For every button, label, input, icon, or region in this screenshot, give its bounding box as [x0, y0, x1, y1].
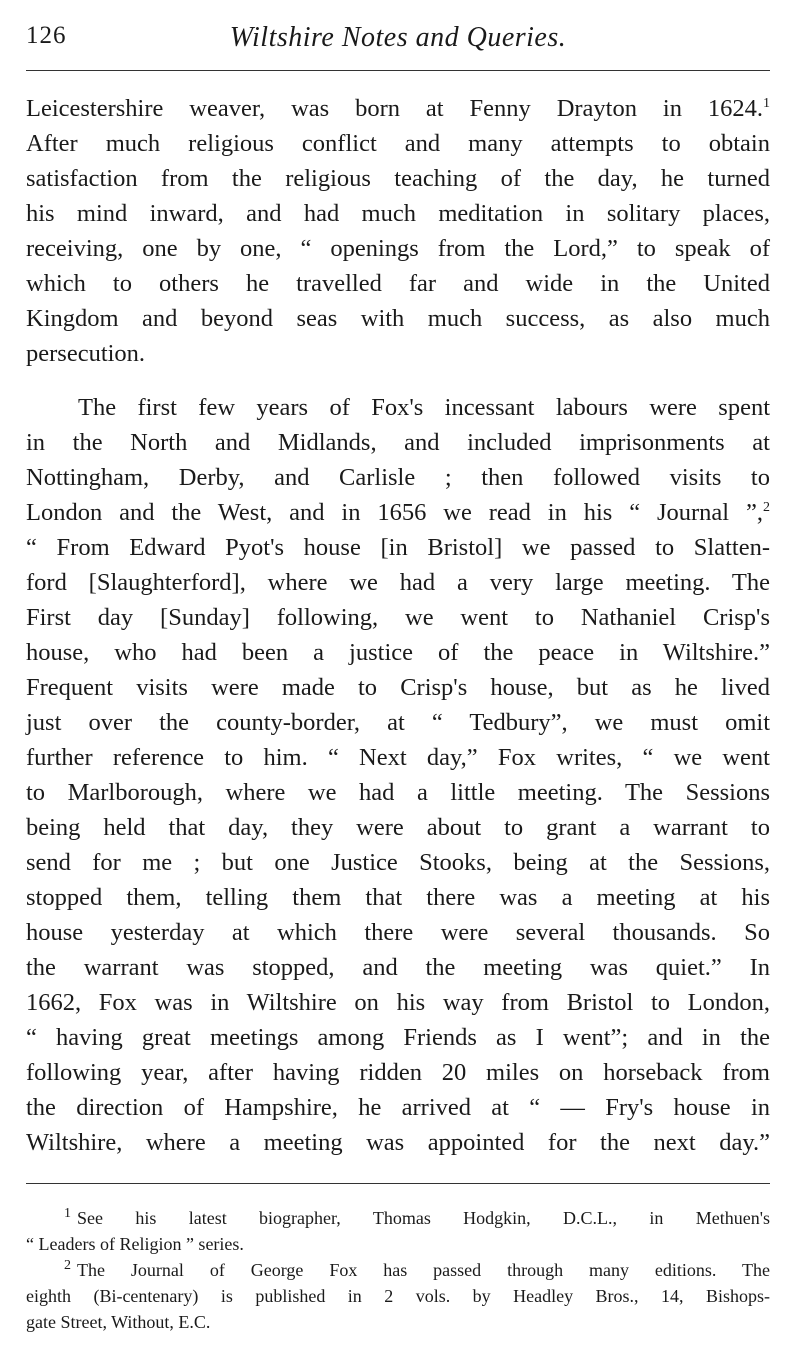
footnote-line: eighth (Bi-centenary) is published in 2 vols. by Headley Bros., 14, Bishops-	[26, 1286, 770, 1306]
text-line: in the North and Midlands, and included imprisonments at	[26, 429, 770, 456]
running-title: Wiltshire Notes and Queries.	[229, 22, 567, 53]
footnote-rule	[26, 1183, 770, 1184]
text-line: just over the county-border, at “ Tedbury”, we must omit	[26, 709, 770, 736]
text-line: which to others he travelled far and wide in the United	[26, 270, 770, 297]
footnote-reference-2: 2	[763, 499, 770, 515]
text-line: “ From Edward Pyot's house [in Bristol] we passed to Slatten-	[26, 534, 770, 561]
text-line: 1662, Fox was in Wiltshire on his way from Bristol to London,	[26, 989, 770, 1016]
body-text	[26, 91, 770, 1160]
text-line: his mind inward, and had much meditation in solitary places,	[26, 200, 770, 227]
text-line: After much religious conflict and many attempts to obtain	[26, 130, 770, 157]
text-line: The first few years of Fox's incessant labours were spent	[78, 394, 770, 421]
footnote-reference-1: 1	[763, 95, 770, 111]
text-line: following year, after having ridden 20 miles on horseback from	[26, 1059, 770, 1086]
text-line: house, who had been a justice of the peace in Wiltshire.”	[26, 639, 770, 666]
text-line: to Marlborough, where we had a little meeting. The Sessions	[26, 779, 770, 806]
page-header	[26, 18, 770, 58]
text-line: the warrant was stopped, and the meeting was quiet.” In	[26, 954, 770, 981]
text-line: Wiltshire, where a meeting was appointed for the next day.”	[26, 1129, 770, 1156]
text-line: send for me ; but one Justice Stooks, being at the Sessions,	[26, 849, 770, 876]
page-number: 126	[26, 22, 67, 49]
text-line	[26, 91, 770, 126]
text-line-content: Leicestershire weaver, was born at Fenny Drayton in 1624.	[26, 95, 763, 122]
text-line: “ having great meetings among Friends as I went”; and in the	[26, 1024, 770, 1051]
footnote-text: The Journal of George Fox has passed through many editions. The	[77, 1260, 770, 1280]
footnote-line	[26, 1257, 770, 1283]
header-rule	[26, 70, 770, 71]
text-line: being held that day, they were about to grant a warrant to	[26, 814, 770, 841]
text-line: Kingdom and beyond seas with much success, as also much	[26, 305, 770, 332]
text-line: stopped them, telling them that there was a meeting at his	[26, 884, 770, 911]
text-line: persecution.	[26, 340, 146, 367]
footnote-text: See his latest biographer, Thomas Hodgkin, D.C.L., in Methuen's	[77, 1208, 770, 1228]
text-line: receiving, one by one, “ openings from the Lord,” to speak of	[26, 235, 770, 262]
text-line: satisfaction from the religious teaching of the day, he turned	[26, 165, 770, 192]
footnote-1	[26, 1205, 770, 1257]
text-line: ford [Slaughterford], where we had a very large meeting. The	[26, 569, 770, 596]
text-line	[26, 495, 770, 530]
footnotes	[26, 1205, 770, 1335]
footnote-line: gate Street, Without, E.C.	[26, 1312, 211, 1332]
footnote-mark: 1	[64, 1206, 71, 1221]
text-line: further reference to him. “ Next day,” Fox writes, “ we went	[26, 744, 770, 771]
paragraph-2	[26, 390, 770, 1160]
text-line: house yesterday at which there were several thousands. So	[26, 919, 770, 946]
text-line: First day [Sunday] following, we went to Nathaniel Crisp's	[26, 604, 770, 631]
text-line: the direction of Hampshire, he arrived at “ — Fry's house in	[26, 1094, 770, 1121]
footnote-mark: 2	[64, 1258, 71, 1273]
footnote-line: “ Leaders of Religion ” series.	[26, 1234, 244, 1254]
text-line: Nottingham, Derby, and Carlisle ; then followed visits to	[26, 464, 770, 491]
text-line-content: London and the West, and in 1656 we read in his “ Journal ”,	[26, 499, 763, 526]
paragraph-1	[26, 91, 770, 371]
footnote-line	[26, 1205, 770, 1231]
text-line: Frequent visits were made to Crisp's house, but as he lived	[26, 674, 770, 701]
footnote-2	[26, 1257, 770, 1335]
